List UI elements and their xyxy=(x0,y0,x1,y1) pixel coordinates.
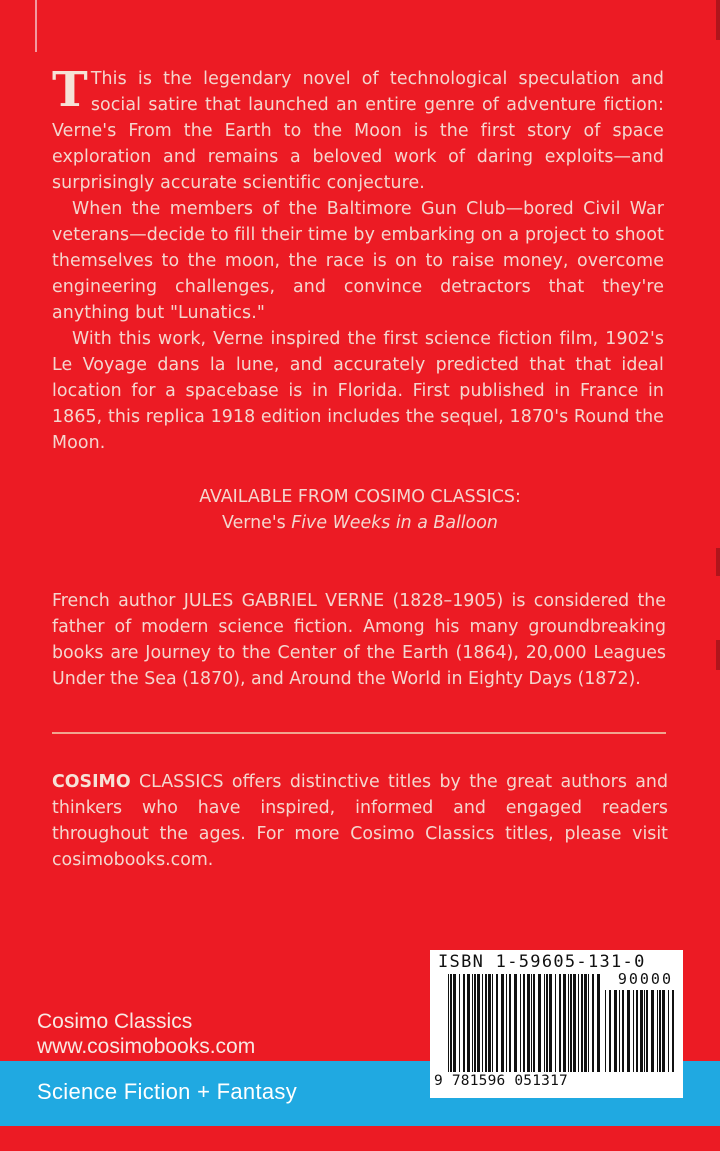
available-heading: AVAILABLE FROM COSIMO CLASSICS: xyxy=(199,487,521,507)
spine-edge-line xyxy=(35,0,37,52)
author-bio: French author JULES GABRIEL VERNE (1828–1905) is considered the father of modern science fiction. Among his many groundbreaking books are Journey to the Center of the Earth (1864), 20,000 Leagues Under the Sea (1870), and Around the World in Eighty Days (1872). xyxy=(52,591,666,689)
genre-label: Science Fiction + Fantasy xyxy=(37,1079,298,1104)
available-from-section xyxy=(0,484,720,536)
blurb-paragraph-2: When the members of the Baltimore Gun Club—bored Civil War veterans—decide to fill their time by embarking on a project to shoot themselves to the moon, the race is on to raise money, overcome engineering challenges, and convince detractors that they're anything but "Lunatics." xyxy=(52,199,664,323)
price-code: 90000 xyxy=(617,970,673,988)
available-book-title: Five Weeks in a Balloon xyxy=(291,513,498,533)
section-divider xyxy=(52,732,666,734)
cosimo-brand: COSIMO xyxy=(52,772,131,792)
ean-digits: 9 781596 051317 xyxy=(434,1073,568,1089)
blurb-paragraph-1 xyxy=(52,62,664,196)
right-edge-marks xyxy=(716,0,720,1151)
isbn-number: ISBN 1-59605-131-0 xyxy=(438,952,646,972)
publisher-name: Cosimo Classics xyxy=(37,1010,193,1033)
cosimo-text: CLASSICS offers distinctive titles by the great authors and thinkers who have inspired, informed and engaged readers throughout the ages. For more Cosimo Classics titles, please visit cosimobooks.com. xyxy=(52,772,668,870)
publisher-url: www.cosimobooks.com xyxy=(37,1035,256,1058)
back-cover-blurb xyxy=(52,62,664,456)
cosimo-classics-blurb xyxy=(52,769,668,873)
publisher-info xyxy=(37,1009,255,1059)
drop-cap: T xyxy=(52,62,88,118)
available-title-line xyxy=(0,510,720,536)
blurb-p1-text: This is the legendary novel of technological speculation and social satire that launched an entire genre of adventure fiction: Verne's From the Earth to the Moon is the first story of space exploration and remains a beloved work of daring exploits—and surprisingly accurate scientific conjecture. xyxy=(52,69,664,193)
blurb-paragraph-3: With this work, Verne inspired the first science fiction film, 1902's Le Voyage dans la lune, and accurately predicted that that ideal location for a spacebase is in Florida. First published in France in 1865, this replica 1918 edition includes the sequel, 1870's Round the Moon. xyxy=(52,329,664,453)
available-author-prefix: Verne's xyxy=(222,513,292,533)
isbn-barcode xyxy=(430,950,683,1098)
